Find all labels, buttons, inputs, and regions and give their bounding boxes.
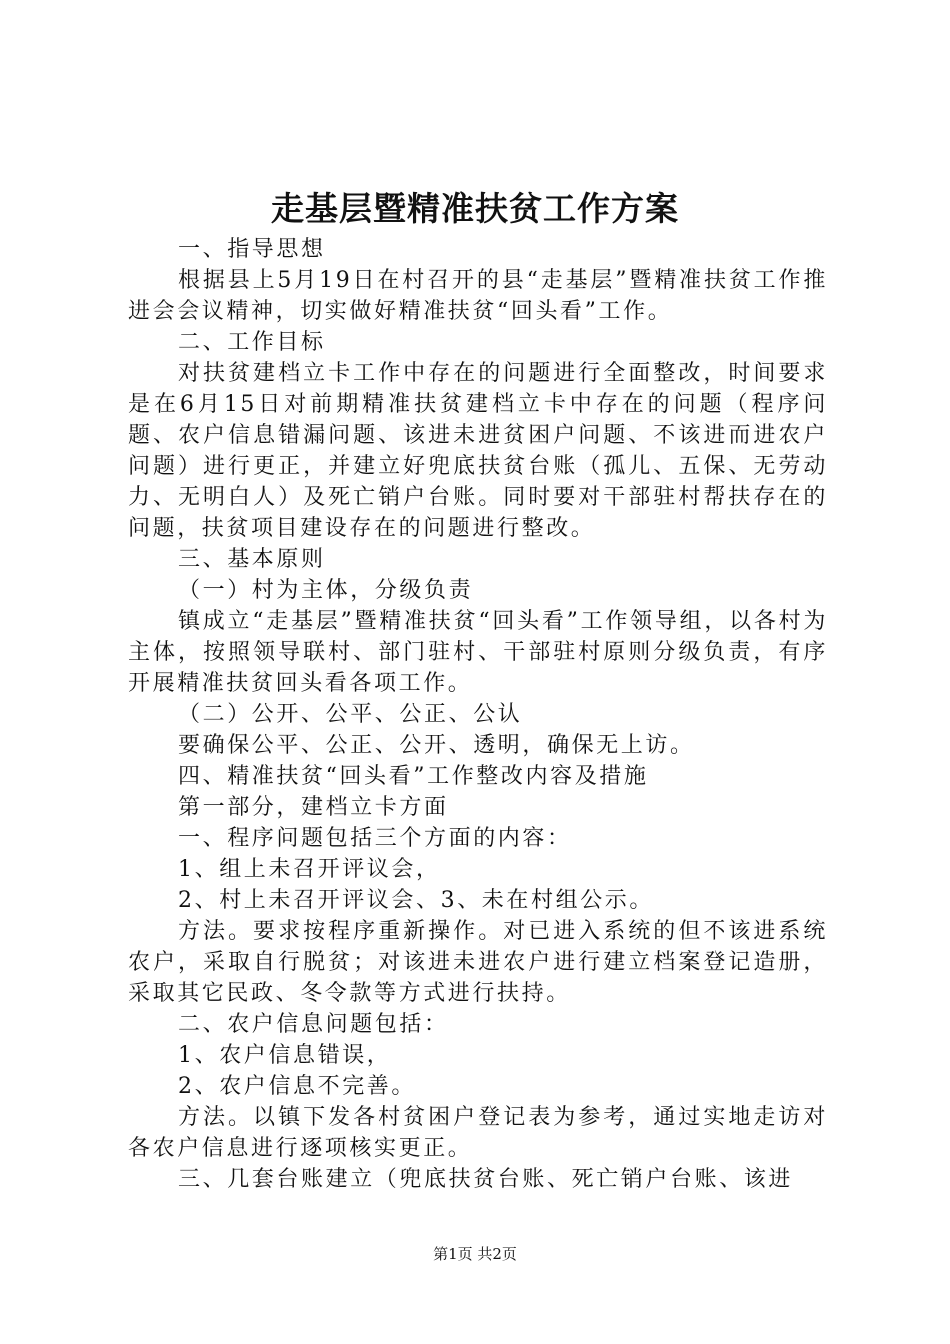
section-heading-work-goals: 二、工作目标 <box>178 330 326 355</box>
list-item-household-2: 2、农户信息不完善。 <box>178 1074 416 1099</box>
paragraph-procedure-method: 方法。要求按程序重新操作。对已进入系统的但不该进系统农户，采取自行脱贫；对该进未进农户进行建立档案登记造册，采取其它民政、冬令款等方式进行扶持。 <box>128 919 828 1006</box>
paragraph-guiding-ideology: 根据县上5月19日在村召开的县“走基层”暨精准扶贫工作推进会会议精神，切实做好精准扶贫“回头看”工作。 <box>128 268 828 324</box>
section-heading-basic-principles: 三、基本原则 <box>178 547 326 572</box>
paragraph-household-method: 方法。以镇下发各村贫困户登记表为参考，通过实地走访对各农户信息进行逐项核实更正。 <box>128 1105 828 1161</box>
subheading-procedure-issues: 一、程序问题包括三个方面的内容： <box>178 826 572 851</box>
list-item-household-1: 1、农户信息错误， <box>178 1043 392 1068</box>
section-heading-rectification: 四、精准扶贫“回头看”工作整改内容及措施 <box>178 764 649 789</box>
subheading-household-info: 二、农户信息问题包括： <box>178 1012 449 1037</box>
subheading-openness-fairness: （二）公开、公平、公正、公认 <box>178 702 523 727</box>
paragraph-village-main-body: 镇成立“走基层”暨精准扶贫“回头看”工作领导组，以各村为主体，按照领导联村、部门驻村、干部驻村原则分级负责，有序开展精准扶贫回头看各项工作。 <box>128 609 828 696</box>
page-number-footer: 第1页 共2页 <box>433 1245 517 1263</box>
list-item-procedure-1: 1、组上未召开评议会， <box>178 857 441 882</box>
paragraph-openness-fairness: 要确保公平、公正、公开、透明，确保无上访。 <box>178 733 695 758</box>
paragraph-work-goals: 对扶贫建档立卡工作中存在的问题进行全面整改，时间要求是在6月15日对前期精准扶贫建档立卡中存在的问题（程序问题、农户信息错漏问题、该进未进贫困户问题、不该进而进农户问题）进行更正，并建立好兜底扶贫台账（孤儿、五保、无劳动力、无明白人）及死亡销户台账。同时要对干部驻村帮扶存在的问题，扶贫项目建设存在的问题进行整改。 <box>128 361 828 541</box>
document-body <box>128 234 828 1195</box>
list-item-procedure-2: 2、村上未召开评议会、3、未在村组公示。 <box>178 888 654 913</box>
subheading-part-one: 第一部分，建档立卡方面 <box>178 795 449 820</box>
section-heading-guiding-ideology: 一、指导思想 <box>178 237 326 262</box>
subheading-ledgers: 三、几套台账建立（兜底扶贫台账、死亡销户台账、该进 <box>178 1167 794 1192</box>
document-title: 走基层暨精准扶贫工作方案 <box>271 189 679 228</box>
subheading-village-main-body: （一）村为主体，分级负责 <box>178 578 474 603</box>
